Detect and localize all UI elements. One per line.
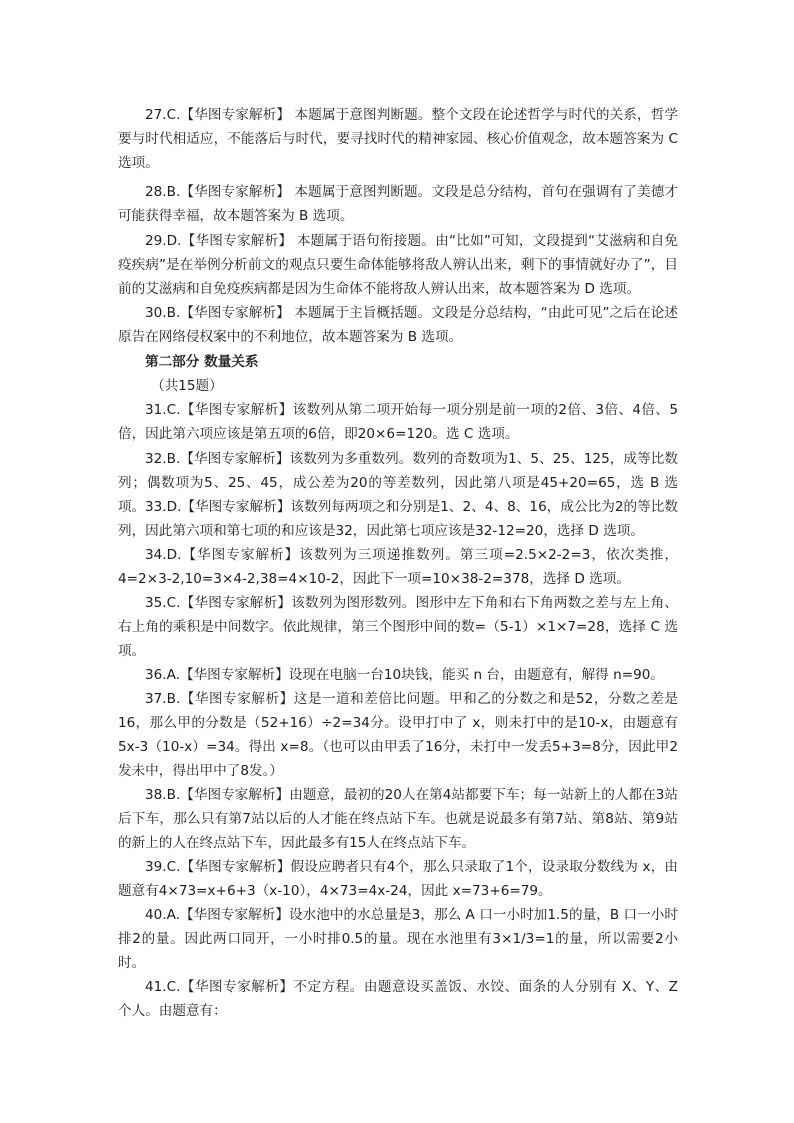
answer-27 [118,103,678,175]
section-title: 第二部分 数量关系 [145,354,259,370]
answer-34 [118,543,678,591]
answer-text: 37.B.【华图专家解析】这是一道和差倍比问题。甲和乙的分数之和是52，分数之差是16，那么甲的分数是（52+16）÷2=34分。设甲打中了 x，则未打中的是10-x，由题意有5x-3（10-x）=34。得出 x=8。（也可以由甲丢了16分，未打中一发丢5+3=8分，因此甲2发未中，得出甲中了8发。） [118,691,678,780]
answer-36 [118,663,678,687]
answer-39 [118,855,678,903]
answer-41 [118,975,678,1023]
answer-38 [118,783,678,855]
answer-text: 28.B.【华图专家解析】 本题属于意图判断题。文段是总分结构，首句在强调有了美德才可能获得幸福，故本题答案为 B 选项。 [118,184,678,225]
answer-text: 31.C.【华图专家解析】该数列从第二项开始每一项分别是前一项的2倍、3倍、4倍、5倍，因此第六项应该是第五项的6倍，即20×6=120。选 C 选项。 [118,402,678,443]
answer-text: 40.A.【华图专家解析】设水池中的水总量是3，那么 A 口一小时加1.5的量，B 口一小时排2的量。因此两口同开，一小时排0.5的量。现在水池里有3×1/3=1的量，所以需要2小时。 [118,907,678,972]
answer-28 [118,180,678,228]
answer-text: 33.D.【华图专家解析】该数列每两项之和分别是1、2、4、8、16，成公比为2的等比数列，因此第六项和第七项的和应该是32，因此第七项应该是32-12=20，选择 D 选项。 [118,499,678,540]
section-count: （共15题） [151,378,223,394]
answer-text: 34.D.【华图专家解析】该数列为三项递推数列。第三项=2.5×2-2=3，依次类推，4=2×3-2,10=3×4-2,38=4×10-2，因此下一项=10×38-2=378，选择 D 选项。 [118,547,678,588]
answer-text: 41.C.【华图专家解析】不定方程。由题意设买盖饭、水饺、面条的人分别有 X、Y、Z 个人。由题意有： [118,979,678,1020]
section-header [118,350,678,398]
answer-37 [118,687,678,783]
answer-33 [118,495,678,543]
answer-31 [118,398,678,446]
answer-35 [118,591,678,663]
answer-text: 38.B.【华图专家解析】由题意，最初的20人在第4站都要下车；每一站新上的人都在3站后下车，那么只有第7站以后的人才能在终点站下车。也就是说最多有第7站、第8站、第9站的新上的人在终点站下车，因此最多有15人在终点站下车。 [118,787,678,852]
answer-30 [118,301,678,349]
answer-text: 27.C.【华图专家解析】 本题属于意图判断题。整个文段在论述哲学与时代的关系，哲学要与时代相适应，不能落后与时代，要寻找时代的精神家园、核心价值观念，故本题答案为 C 选项。 [118,107,678,172]
answer-text: 39.C.【华图专家解析】假设应聘者只有4个，那么只录取了1个，设录取分数线为 x，由题意有4×73=x+6+3（x-10），4×73=4x-24，因此 x=73+6=79。 [118,859,678,900]
answer-text: 32.B.【华图专家解析】该数列为多重数列。数列的奇数项为1、5、25、125，成等比数列；偶数项为5、25、45，成公差为20的等差数列，因此第八项是45+20=65，选 B 选项。 [118,451,678,516]
answer-text: 30.B.【华图专家解析】 本题属于主旨概括题。文段是分总结构，“由此可见”之后在论述原告在网络侵权案中的不利地位，故本题答案为 B 选项。 [118,305,678,346]
answer-text: 36.A.【华图专家解析】设现在电脑一台10块钱，能买 n 台，由题意有，解得 n=90。 [145,667,664,683]
answer-40 [118,903,678,975]
answer-text: 35.C.【华图专家解析】该数列为图形数列。图形中左下角和右下角两数之差与左上角、右上角的乘积是中间数字。依此规律，第三个图形中间的数=（5-1）×1×7=28，选择 C 选项。 [118,595,678,660]
answer-text: 29.D.【华图专家解析】 本题属于语句衔接题。由“比如”可知，文段提到“艾滋病和自免疫疾病”是在举例分析前文的观点只要生命体能够将敌人辨认出来，剩下的事情就好办了”，目前的艾滋病和自免疫疾病都是因为生命体不能将敌人辨认出来，故本题答案为 D 选项。 [118,233,678,298]
answer-29 [118,229,678,301]
